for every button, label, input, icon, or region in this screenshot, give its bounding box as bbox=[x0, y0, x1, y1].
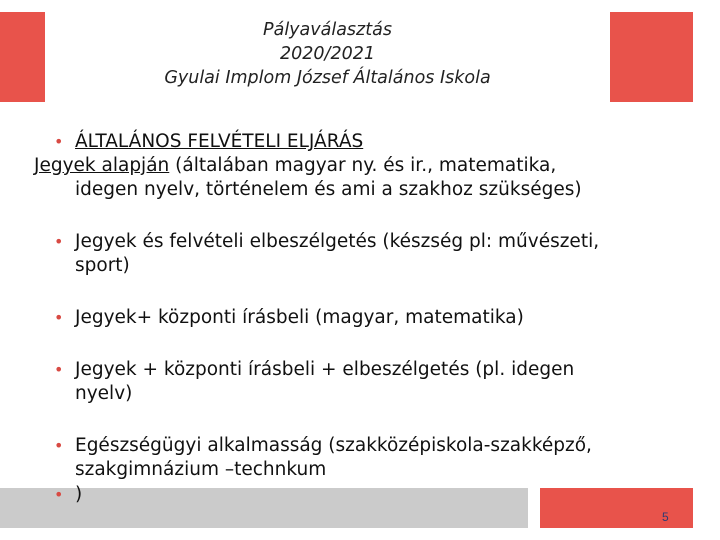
item5-line2: szakgimnázium –technkum bbox=[75, 459, 327, 480]
bullet-item-5 bbox=[34, 434, 684, 458]
item2-line1: Jegyek és felvételi elbeszélgetés (készség pl: művészeti, bbox=[75, 231, 600, 252]
bullet-item-6 bbox=[34, 483, 82, 507]
item4-line1: Jegyek + központi írásbeli + elbeszélgetés (pl. idegen bbox=[75, 359, 575, 380]
title-line-3: Gyulai Implom József Általános Iskola bbox=[164, 68, 491, 88]
bullet-icon: • bbox=[54, 232, 64, 251]
bullet-item-heading bbox=[34, 130, 684, 154]
slide-content bbox=[34, 130, 684, 482]
bullet-icon: • bbox=[54, 360, 64, 379]
title-line-1: Pályaválasztás bbox=[263, 20, 392, 40]
item6-text: ) bbox=[75, 484, 83, 505]
item5-line1: Egészségügyi alkalmasság (szakközépiskola-szakképző, bbox=[75, 435, 592, 456]
page-number: 5 bbox=[662, 510, 669, 524]
grades-continuation: idegen nyelv, történelem és ami a szakhoz szükséges) bbox=[75, 179, 582, 200]
title-line-2: 2020/2021 bbox=[280, 44, 375, 64]
slide-title bbox=[45, 18, 610, 90]
item2-line2: sport) bbox=[75, 255, 130, 276]
spacer bbox=[34, 406, 684, 434]
spacer bbox=[34, 278, 684, 306]
bullet-icon: • bbox=[54, 308, 64, 327]
item4-line2: nyelv) bbox=[75, 383, 133, 404]
spacer bbox=[34, 330, 684, 358]
bullet-item-4 bbox=[34, 358, 684, 382]
bullet-icon: • bbox=[54, 436, 64, 455]
bullet-item-3 bbox=[34, 306, 684, 330]
item3-text: Jegyek+ központi írásbeli (magyar, matematika) bbox=[75, 307, 524, 328]
grades-rest-text: (általában magyar ny. és ir., matematika, bbox=[169, 155, 557, 176]
heading-text: ÁLTALÁNOS FELVÉTELI ELJÁRÁS bbox=[75, 131, 364, 152]
footer-red-bar bbox=[540, 488, 693, 528]
spacer bbox=[34, 202, 684, 230]
grades-line bbox=[34, 154, 684, 178]
bullet-item-2 bbox=[34, 230, 684, 254]
grades-underlined-text: Jegyek alapján bbox=[34, 155, 170, 176]
bullet-icon: • bbox=[54, 132, 64, 151]
bullet-icon: • bbox=[54, 485, 64, 504]
